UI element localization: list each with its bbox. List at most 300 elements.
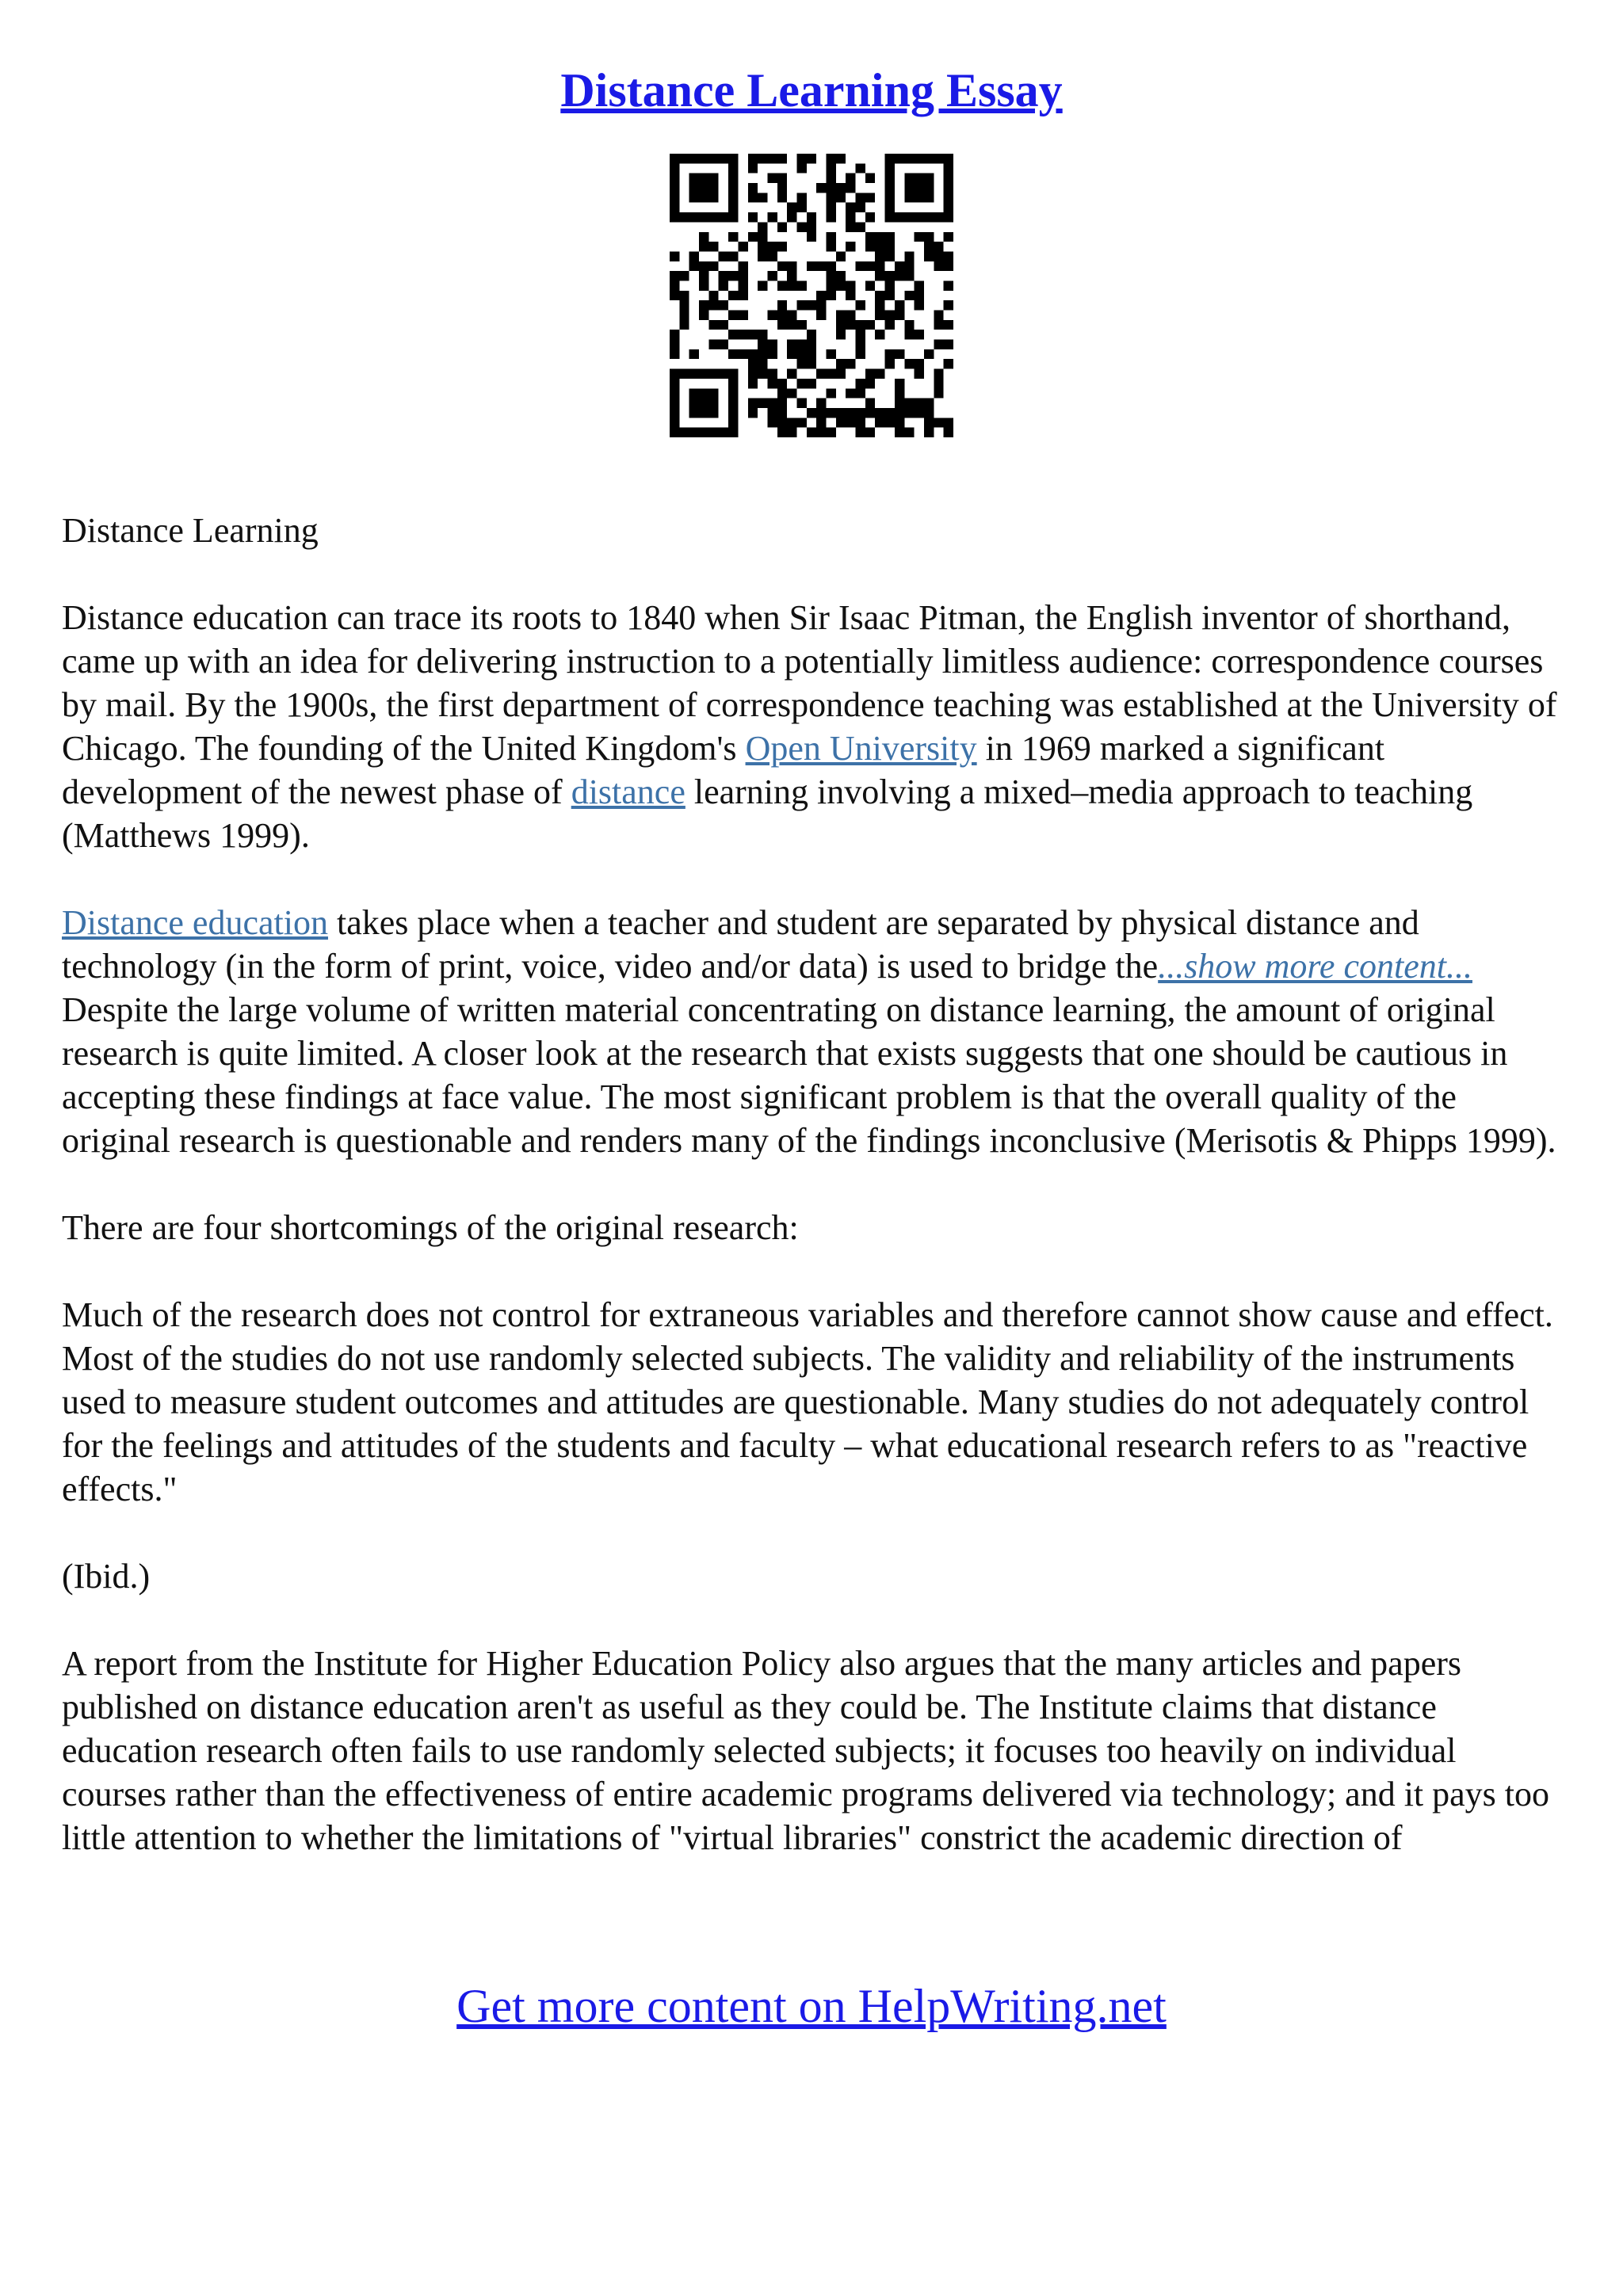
- qr-module: [885, 418, 895, 427]
- qr-module: [777, 261, 787, 271]
- qr-module: [846, 242, 855, 251]
- qr-module: [670, 291, 679, 300]
- qr-module: [708, 291, 718, 300]
- qr-module: [915, 183, 924, 193]
- qr-module: [689, 154, 699, 163]
- qr-module: [807, 300, 816, 310]
- qr-module: [816, 369, 826, 379]
- qr-module: [670, 154, 679, 163]
- qr-module: [827, 174, 836, 183]
- qr-module: [827, 203, 836, 212]
- qr-module: [758, 340, 767, 349]
- qr-module: [719, 300, 728, 310]
- essay-heading: Distance Learning: [62, 511, 319, 550]
- qr-module: [767, 399, 777, 408]
- qr-module: [679, 271, 689, 280]
- qr-module: [924, 183, 934, 193]
- qr-module: [719, 320, 728, 330]
- qr-module: [856, 428, 865, 437]
- qr-module: [738, 242, 747, 251]
- qr-module: [738, 330, 747, 339]
- qr-module: [915, 330, 924, 339]
- qr-module: [934, 418, 943, 427]
- qr-module: [915, 359, 924, 368]
- distance-education-link[interactable]: Distance education: [62, 903, 328, 942]
- qr-module: [944, 340, 953, 349]
- qr-module: [699, 428, 708, 437]
- qr-module: [708, 408, 718, 418]
- qr-module: [708, 388, 718, 398]
- qr-module: [856, 340, 865, 349]
- qr-module: [856, 408, 865, 418]
- qr-module: [728, 271, 738, 280]
- qr-module: [924, 212, 934, 222]
- qr-module: [807, 340, 816, 349]
- qr-module: [865, 193, 875, 202]
- qr-module: [846, 291, 855, 300]
- qr-module: [904, 174, 914, 183]
- paragraph-1-text-c: learning involving a mixed–media approach to teaching (Matthews 1999).: [62, 772, 1473, 855]
- qr-module: [875, 300, 884, 310]
- qr-module: [915, 300, 924, 310]
- qr-module: [904, 359, 914, 368]
- qr-module: [827, 183, 836, 193]
- qr-module: [846, 222, 855, 231]
- qr-module: [728, 369, 738, 379]
- open-university-link[interactable]: Open University: [745, 729, 977, 768]
- qr-module: [767, 408, 777, 418]
- qr-module: [748, 154, 758, 163]
- qr-module: [777, 320, 787, 330]
- qr-module: [708, 428, 718, 437]
- qr-module: [670, 418, 679, 427]
- qr-module: [777, 311, 787, 320]
- qr-module: [904, 428, 914, 437]
- qr-module: [670, 271, 679, 280]
- qr-module: [728, 174, 738, 183]
- qr-module: [728, 163, 738, 173]
- qr-module: [836, 251, 846, 261]
- qr-module: [865, 242, 875, 251]
- qr-module: [679, 300, 689, 310]
- qr-module: [758, 330, 767, 339]
- qr-module: [679, 428, 689, 437]
- paragraph-1: [62, 596, 1561, 857]
- qr-module: [944, 203, 953, 212]
- qr-module: [944, 183, 953, 193]
- qr-module: [777, 193, 787, 202]
- qr-module: [767, 271, 777, 280]
- qr-module: [816, 399, 826, 408]
- qr-module: [836, 359, 846, 368]
- qr-module: [827, 163, 836, 173]
- qr-module: [934, 379, 943, 388]
- qr-module: [934, 311, 943, 320]
- document-title: [62, 0, 1561, 125]
- qr-module: [807, 330, 816, 339]
- qr-module: [767, 251, 777, 261]
- qr-module: [827, 154, 836, 163]
- qr-module: [895, 261, 904, 271]
- qr-module: [670, 408, 679, 418]
- qr-module: [758, 251, 767, 261]
- qr-module: [836, 193, 846, 202]
- qr-module: [885, 203, 895, 212]
- qr-module: [827, 408, 836, 418]
- qr-module: [708, 154, 718, 163]
- qr-module: [856, 349, 865, 359]
- qr-module: [670, 203, 679, 212]
- qr-module: [856, 222, 865, 231]
- qr-module: [885, 232, 895, 242]
- qr-module: [787, 349, 796, 359]
- qr-module: [904, 261, 914, 271]
- qr-module: [816, 291, 826, 300]
- qr-module: [875, 408, 884, 418]
- qr-module: [758, 193, 767, 202]
- qr-module: [856, 379, 865, 388]
- qr-module: [836, 320, 846, 330]
- qr-module: [708, 212, 718, 222]
- qr-module: [767, 174, 777, 183]
- qr-module: [904, 193, 914, 202]
- qr-module: [904, 271, 914, 280]
- qr-module: [915, 399, 924, 408]
- qr-module: [719, 280, 728, 290]
- qr-module: [944, 163, 953, 173]
- qr-module: [846, 418, 855, 427]
- qr-module: [924, 242, 934, 251]
- qr-module: [699, 311, 708, 320]
- qr-module: [699, 300, 708, 310]
- qr-module: [934, 340, 943, 349]
- qr-module: [816, 261, 826, 271]
- qr-module: [689, 408, 699, 418]
- footer: [0, 1974, 1623, 2038]
- qr-module: [689, 183, 699, 193]
- qr-module: [856, 330, 865, 339]
- qr-module: [865, 399, 875, 408]
- qr-module: [689, 261, 699, 271]
- qr-module: [885, 193, 895, 202]
- qr-module: [728, 232, 738, 242]
- qr-module: [728, 428, 738, 437]
- qr-module: [944, 174, 953, 183]
- qr-module: [728, 418, 738, 427]
- qr-module: [816, 311, 826, 320]
- qr-module: [708, 300, 718, 310]
- qr-module: [885, 183, 895, 193]
- qr-module: [944, 280, 953, 290]
- qr-module: [679, 311, 689, 320]
- qr-module: [748, 212, 758, 222]
- qr-module: [827, 369, 836, 379]
- qr-module: [915, 408, 924, 418]
- qr-module: [856, 203, 865, 212]
- qr-module: [699, 193, 708, 202]
- qr-module: [865, 408, 875, 418]
- qr-module: [777, 388, 787, 398]
- qr-module: [777, 408, 787, 418]
- essay-body: [62, 509, 1561, 1859]
- qr-module: [796, 280, 806, 290]
- qr-module: [944, 154, 953, 163]
- distance-link[interactable]: distance: [571, 772, 685, 811]
- qr-module: [875, 251, 884, 261]
- qr-module: [885, 271, 895, 280]
- qr-module: [846, 212, 855, 222]
- qr-module: [777, 300, 787, 310]
- qr-module: [689, 251, 699, 261]
- qr-module: [846, 388, 855, 398]
- paragraph-4: Much of the research does not control for extraneous variables and therefore cannot show cause and effect. Most of the studies do not use randomly selected subjects. The validity and reliability of the instruments used to measure student outcomes and attitudes are questionable. Many studies do not adequately control for the feelings and attitudes of the students and faculty – what educational research refers to as "reactive effects.": [62, 1295, 1553, 1508]
- qr-module: [885, 311, 895, 320]
- qr-module: [699, 232, 708, 242]
- qr-module: [767, 311, 777, 320]
- qr-module: [670, 369, 679, 379]
- qr-module: [670, 212, 679, 222]
- qr-module: [924, 349, 934, 359]
- qr-module: [885, 320, 895, 330]
- qr-module: [885, 163, 895, 173]
- qr-module: [944, 359, 953, 368]
- qr-module: [836, 408, 846, 418]
- qr-module: [748, 163, 758, 173]
- qr-module: [748, 330, 758, 339]
- qr-module: [895, 379, 904, 388]
- qr-module: [885, 212, 895, 222]
- qr-module: [728, 388, 738, 398]
- qr-module: [944, 428, 953, 437]
- qr-module: [767, 154, 777, 163]
- qr-module: [856, 388, 865, 398]
- qr-module: [787, 311, 796, 320]
- qr-module: [904, 330, 914, 339]
- qr-module: [748, 232, 758, 242]
- qr-module: [816, 428, 826, 437]
- qr-module: [699, 261, 708, 271]
- qr-module: [827, 212, 836, 222]
- qr-module: [777, 399, 787, 408]
- qr-module: [777, 222, 787, 231]
- qr-module: [719, 212, 728, 222]
- qr-module: [807, 428, 816, 437]
- qr-module: [895, 399, 904, 408]
- qr-module: [670, 340, 679, 349]
- qr-module: [699, 399, 708, 408]
- qr-module: [748, 379, 758, 388]
- qr-module: [777, 418, 787, 427]
- qr-module: [738, 349, 747, 359]
- qr-module: [846, 408, 855, 418]
- qr-module: [895, 388, 904, 398]
- qr-module: [885, 291, 895, 300]
- footer-link[interactable]: Get more content on HelpWriting.net: [456, 1980, 1167, 2032]
- qr-module: [924, 399, 934, 408]
- qr-module: [679, 369, 689, 379]
- qr-module: [944, 212, 953, 222]
- qr-module: [915, 369, 924, 379]
- qr-module: [846, 203, 855, 212]
- qr-module: [699, 280, 708, 290]
- qr-module: [787, 418, 796, 427]
- qr-module: [689, 212, 699, 222]
- title-link[interactable]: Distance Learning Essay: [560, 64, 1063, 116]
- qr-module: [875, 369, 884, 379]
- qr-module: [728, 251, 738, 261]
- qr-module: [856, 320, 865, 330]
- qr-module: [895, 212, 904, 222]
- qr-module: [816, 300, 826, 310]
- paragraph-6: A report from the Institute for Higher Education Policy also argues that the many articles and papers published on distance education aren't as useful as they could be. The Institute claims that distance education research often fails to use randomly selected subjects; it focuses too heavily on individual courses rather than the effectiveness of entire academic programs delivered via technology; and it pays too little attention to whether the limitations of "virtual libraries" constrict the academic direction of: [62, 1644, 1550, 1857]
- qr-module: [787, 428, 796, 437]
- qr-module: [924, 193, 934, 202]
- qr-module: [904, 212, 914, 222]
- qr-module: [787, 261, 796, 271]
- qr-module: [904, 408, 914, 418]
- qr-module: [807, 349, 816, 359]
- qr-module: [836, 418, 846, 427]
- qr-module: [699, 183, 708, 193]
- qr-module: [856, 193, 865, 202]
- qr-module: [728, 212, 738, 222]
- qr-module: [865, 174, 875, 183]
- qr-module: [796, 193, 806, 202]
- qr-module: [895, 349, 904, 359]
- qr-module: [865, 428, 875, 437]
- qr-module: [827, 261, 836, 271]
- qr-module: [777, 280, 787, 290]
- qr-module: [885, 154, 895, 163]
- qr-module: [875, 311, 884, 320]
- qr-module: [796, 359, 806, 368]
- qr-module: [816, 418, 826, 427]
- qr-module: [924, 428, 934, 437]
- qr-module: [738, 291, 747, 300]
- qr-module: [689, 174, 699, 183]
- qr-module: [699, 154, 708, 163]
- qr-module: [934, 369, 943, 379]
- qr-module: [787, 212, 796, 222]
- qr-module: [827, 271, 836, 280]
- qr-module: [944, 418, 953, 427]
- qr-module: [807, 232, 816, 242]
- show-more-link[interactable]: ...show more content...: [1158, 947, 1472, 986]
- qr-module: [699, 174, 708, 183]
- qr-module: [796, 349, 806, 359]
- qr-module: [934, 320, 943, 330]
- qr-module: [708, 369, 718, 379]
- qr-module: [796, 300, 806, 310]
- qr-module: [875, 232, 884, 242]
- qr-module: [699, 212, 708, 222]
- qr-module: [934, 212, 943, 222]
- qr-module: [767, 340, 777, 349]
- qr-module: [885, 280, 895, 290]
- qr-module: [728, 193, 738, 202]
- qr-module: [670, 183, 679, 193]
- qr-module: [885, 359, 895, 368]
- qr-module: [670, 388, 679, 398]
- qr-module: [787, 203, 796, 212]
- qr-module: [924, 408, 934, 418]
- qr-module: [777, 428, 787, 437]
- qr-module: [748, 408, 758, 418]
- qr-module: [827, 232, 836, 242]
- qr-module: [895, 428, 904, 437]
- qr-module: [875, 242, 884, 251]
- qr-module: [758, 359, 767, 368]
- qr-module: [767, 369, 777, 379]
- qr-module: [865, 232, 875, 242]
- qr-module: [875, 291, 884, 300]
- qr-module: [807, 212, 816, 222]
- qr-module: [836, 330, 846, 339]
- qr-module: [836, 271, 846, 280]
- qr-module: [856, 418, 865, 427]
- qr-module: [836, 369, 846, 379]
- qr-module: [738, 261, 747, 271]
- qr-module: [758, 399, 767, 408]
- qr-module: [796, 340, 806, 349]
- qr-code: [62, 154, 1561, 437]
- qr-module: [758, 154, 767, 163]
- qr-module: [807, 359, 816, 368]
- qr-module: [796, 418, 806, 427]
- paragraph-5: (Ibid.): [62, 1557, 151, 1596]
- qr-module: [885, 251, 895, 261]
- qr-module: [796, 379, 806, 388]
- qr-module: [836, 311, 846, 320]
- qr-module: [699, 242, 708, 251]
- qr-module: [904, 399, 914, 408]
- qr-module: [777, 174, 787, 183]
- qr-module: [748, 369, 758, 379]
- qr-module: [767, 212, 777, 222]
- qr-module: [816, 183, 826, 193]
- qr-module: [728, 154, 738, 163]
- paragraph-2: [62, 901, 1561, 1162]
- qr-module: [904, 154, 914, 163]
- qr-module: [796, 320, 806, 330]
- qr-module: [807, 222, 816, 231]
- qr-module: [944, 300, 953, 310]
- qr-module: [738, 280, 747, 290]
- qr-module: [865, 261, 875, 271]
- qr-module: [944, 193, 953, 202]
- qr-module: [758, 280, 767, 290]
- qr-module: [796, 222, 806, 231]
- qr-module: [827, 428, 836, 437]
- qr-module: [777, 379, 787, 388]
- qr-module: [865, 369, 875, 379]
- qr-module: [708, 183, 718, 193]
- qr-module: [679, 212, 689, 222]
- qr-module: [787, 369, 796, 379]
- qr-module: [719, 369, 728, 379]
- qr-module: [915, 174, 924, 183]
- qr-module: [885, 408, 895, 418]
- qr-module: [708, 340, 718, 349]
- qr-module: [748, 193, 758, 202]
- qr-module: [787, 388, 796, 398]
- qr-module: [904, 291, 914, 300]
- qr-module: [728, 330, 738, 339]
- qr-module: [719, 271, 728, 280]
- paragraph-1-text-a: Distance education can trace its roots to 1840 when Sir Isaac Pitman, the English inventor of shorthand, came up with an idea for delivering instruction to a potentially limitless audience: correspondence courses by mail. By the 1900s, the first department of correspondence teaching was established at the University of Chicago. The founding of the United Kingdom's: [62, 598, 1557, 768]
- qr-module: [719, 428, 728, 437]
- qr-module: [796, 163, 806, 173]
